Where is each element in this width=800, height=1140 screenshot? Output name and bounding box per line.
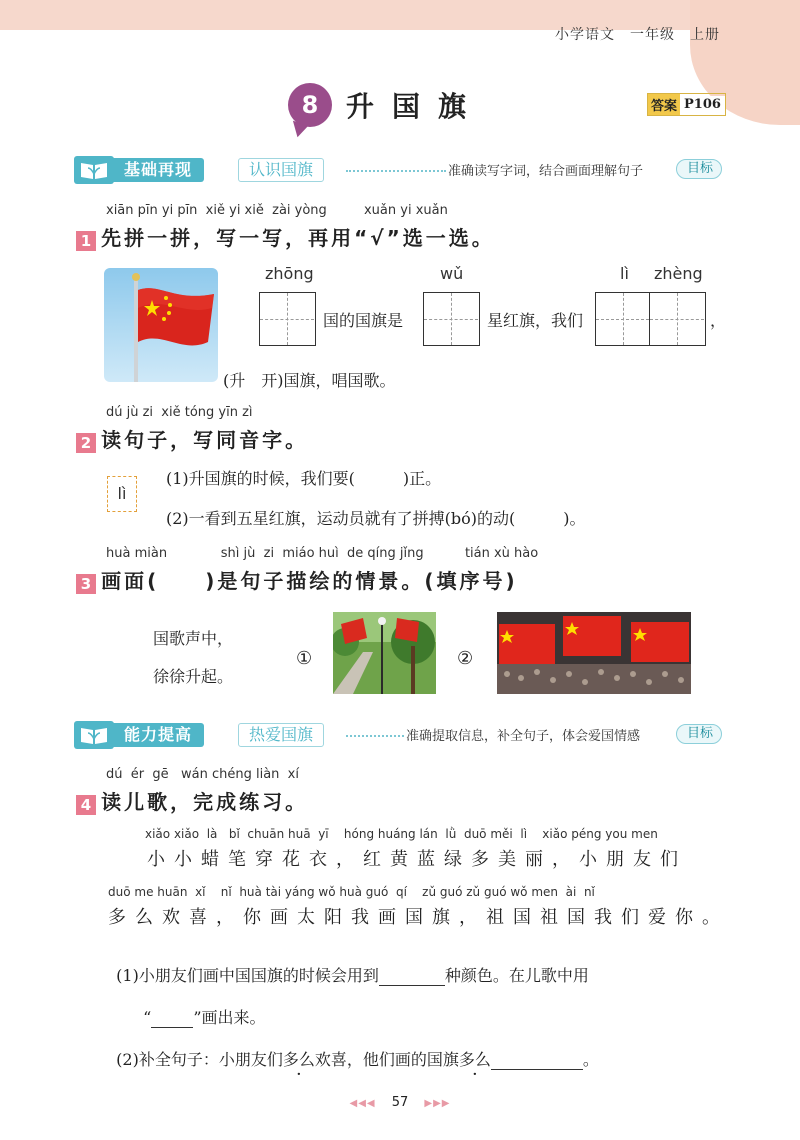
q4-sub2-text-c: 欢喜，他们画的国旗: [314, 1050, 459, 1069]
q3-pinyin: huà miàn shì jù zi miáo huì de qíng jǐng tián xù hào: [106, 546, 539, 561]
q1-text-2: 星红旗，我们: [487, 311, 584, 330]
answer-reference[interactable]: [647, 93, 726, 116]
section-name: 基础再现: [110, 158, 204, 182]
q4-sub1: [106, 944, 589, 986]
section-subtitle: 认识国旗: [238, 158, 324, 182]
page-number: 57: [391, 1095, 409, 1110]
goal-tag: 目标: [676, 724, 722, 744]
photo-option-1[interactable]: [333, 612, 436, 694]
pinyin-zhong: zhōng: [265, 264, 314, 283]
q1-choice-line[interactable]: (升 开)国旗，唱国歌。: [223, 371, 396, 390]
q4-sub1-text-a: (1)小朋友们画中国国旗的时候会用到: [116, 966, 379, 985]
page-footer: [0, 1095, 800, 1110]
q4-text: 读儿歌，完成练习。: [101, 790, 309, 814]
left-arrows-icon: ◀◀◀: [349, 1098, 376, 1109]
q3-number: 3: [76, 574, 96, 594]
q1-pinyin: xiān pīn yi pīn xiě yi xiě zài yòng xuǎn yi xuǎn: [106, 203, 448, 218]
emphasis-duome-2: 多么: [458, 1050, 491, 1069]
q2-pinyin-box: lì: [107, 476, 137, 512]
q4-pinyin: dú ér gē wán chéng liàn xí: [106, 767, 299, 782]
lesson-number: 8: [288, 83, 332, 127]
pinyin-li: lì: [620, 264, 629, 283]
option-2-label[interactable]: ②: [457, 648, 474, 669]
grid-cell[interactable]: [260, 293, 314, 345]
quote-open: “: [143, 1008, 152, 1027]
q4-number: 4: [76, 795, 96, 815]
q4-sub1-cont: [133, 986, 266, 1028]
q1-text-3: ，: [710, 311, 727, 330]
answer-blank[interactable]: [379, 968, 445, 986]
grid-cell[interactable]: [424, 293, 478, 345]
right-arrows-icon: ▶▶▶: [424, 1098, 451, 1109]
section-basic: [74, 156, 724, 184]
option-1-label[interactable]: ①: [296, 648, 313, 669]
q3-line-2: 徐徐升起。: [153, 667, 234, 686]
answer-page: P106: [680, 96, 725, 113]
section-goal: 准确提取信息，补全句子，体会爱国情感: [406, 729, 641, 744]
q1-text-1: 国的国旗是: [323, 311, 404, 330]
photo-option-2[interactable]: [497, 612, 691, 694]
q4-sub1-text-b: 种颜色。在儿歌中用: [444, 966, 589, 985]
q1-heading: [76, 222, 495, 251]
lesson-heading: [288, 82, 484, 128]
writing-grid-lizheng[interactable]: [595, 292, 706, 346]
poem-line-2: 多么欢喜，你画太阳我画国旗，祖国祖国我们爱你。: [108, 907, 729, 928]
book-icon: [74, 721, 114, 749]
q3-heading: [76, 565, 518, 594]
goal-tag: 目标: [676, 159, 722, 179]
book-series: 小学语文 一年级 上册: [555, 27, 720, 43]
writing-grid-wu[interactable]: [423, 292, 480, 346]
book-icon: [74, 156, 114, 184]
grid-cell[interactable]: [650, 293, 704, 345]
section-subtitle: 热爱国旗: [238, 723, 324, 747]
q2-sentence-1[interactable]: (1)升国旗的时候，我们要( )正。: [166, 469, 442, 488]
answer-blank[interactable]: [151, 1010, 193, 1028]
grid-cell[interactable]: [596, 293, 650, 345]
q4-sub2-text-e: 。: [582, 1050, 599, 1069]
q3-text: 画面( )是句子描绘的情景。(填序号): [101, 569, 518, 593]
emphasis-duome-1: 多么: [282, 1050, 315, 1069]
q2-pinyin: dú jù zi xiě tóng yīn zì: [106, 405, 253, 420]
answer-label: 答案: [648, 94, 680, 115]
lesson-title: 升国旗: [346, 90, 485, 123]
q4-heading: [76, 786, 308, 815]
writing-grid-zhong[interactable]: [259, 292, 316, 346]
section-name: 能力提高: [110, 723, 204, 747]
q1-text: 先拼一拼，写一写，再用“√”选一选。: [101, 226, 495, 250]
q2-number: 2: [76, 433, 96, 453]
answer-blank[interactable]: [491, 1052, 583, 1070]
q4-sub2: [106, 1028, 599, 1070]
pinyin-zheng: zhèng: [654, 264, 703, 283]
divider: [346, 735, 404, 737]
poem-line-1: 小小蜡笔穿花衣，红黄蓝绿多美丽，小朋友们: [147, 849, 687, 870]
q2-heading: [76, 424, 308, 453]
divider: [346, 170, 446, 172]
q1-number: 1: [76, 231, 96, 251]
q4-sub2-text-a: (2)补全句子：小朋友们: [116, 1050, 283, 1069]
poem-line-2-pinyin: duō me huān xǐ nǐ huà tài yáng wǒ huà guó qí zǔ guó zǔ guó wǒ men ài nǐ: [108, 885, 595, 899]
poem-line-1-pinyin: xiǎo xiǎo là bǐ chuān huā yī hóng huáng lán lǜ duō měi lì xiǎo péng you men: [145, 827, 658, 841]
pinyin-wu: wǔ: [440, 264, 464, 283]
section-goal: 准确读写字词，结合画面理解句子: [448, 164, 644, 179]
q2-text: 读句子，写同音字。: [101, 428, 309, 452]
flag-photo: [104, 268, 218, 382]
section-advanced: [74, 721, 724, 749]
q3-line-1: 国歌声中，: [153, 629, 234, 648]
q2-sentence-2[interactable]: (2)一看到五星红旗，运动员就有了拼搏(bó)的动( )。: [166, 509, 586, 528]
q4-sub1-text-d: ”画出来。: [193, 1008, 266, 1027]
